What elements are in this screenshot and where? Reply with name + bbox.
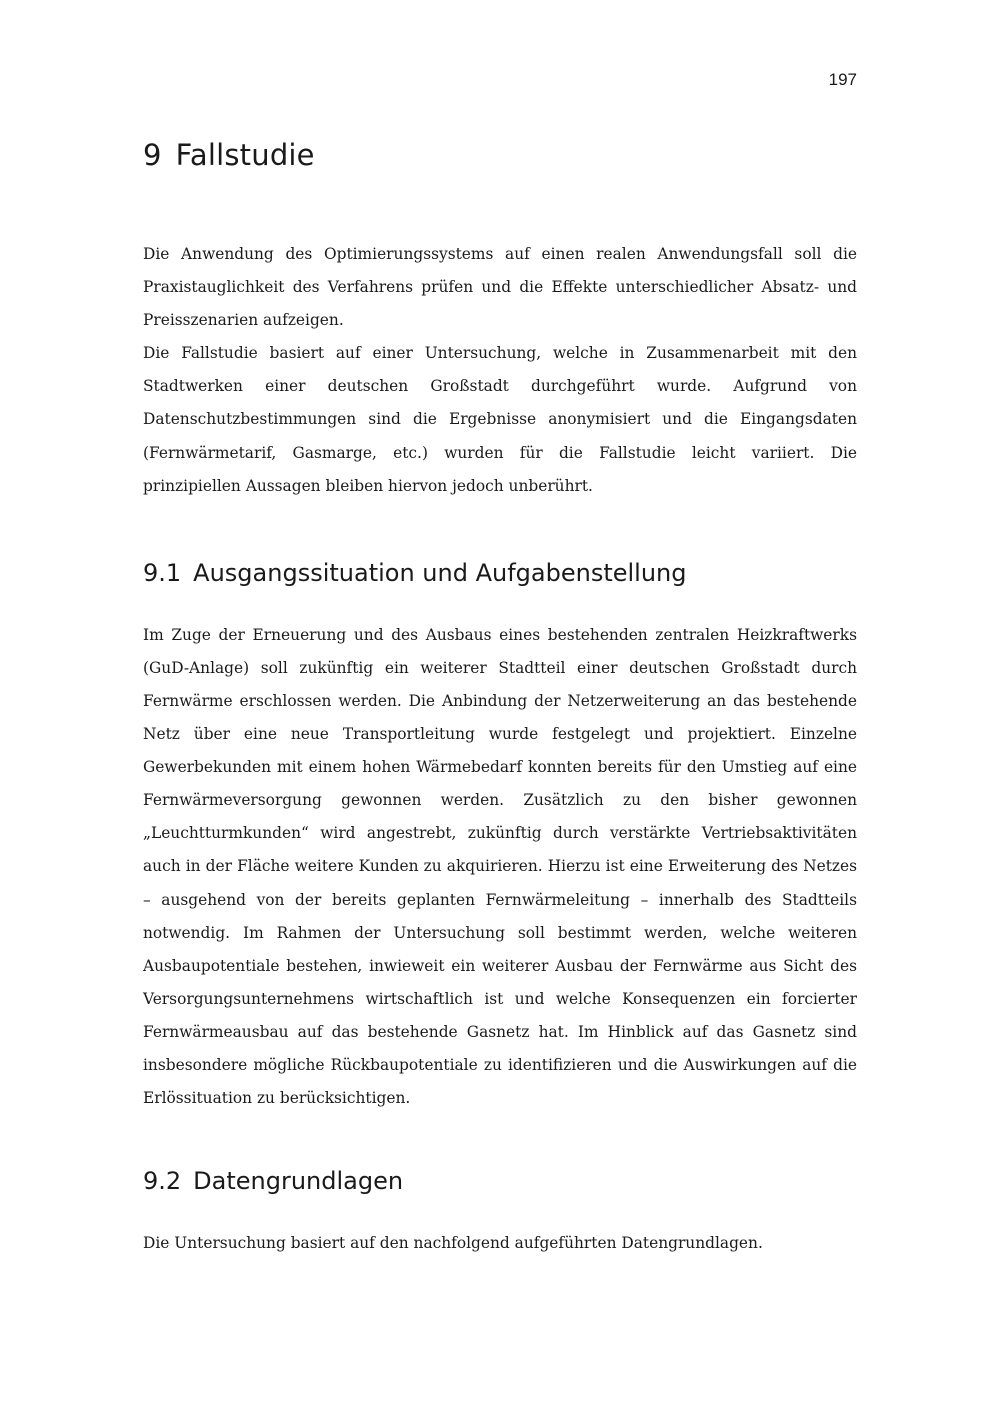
- intro-paragraph-1: Die Anwendung des Optimierungssystems auf einen realen Anwendungsfall soll die Praxistauglichkeit des Verfahrens prüfen und die Effekte unterschiedlicher Absatz- und Preisszenarien aufzeigen.: [143, 245, 857, 330]
- section-heading-9-2: [143, 1167, 857, 1195]
- page-number: 197: [828, 70, 857, 89]
- intro-paragraph-2: Die Fallstudie basiert auf einer Untersuchung, welche in Zusammenarbeit mit den Stadtwerken einer deutschen Großstadt durchgeführt wurde. Aufgrund von Datenschutzbestimmungen sind die Ergebnisse anonymisiert und die Eingangsdaten (Fernwärmetarif, Gasmarge, etc.) wurden für die Fallstudie leicht variiert. Die prinzipiellen Aussagen bleiben hiervon jedoch unberührt.: [143, 344, 857, 495]
- chapter-number: 9: [143, 138, 162, 172]
- section-9-1-paragraph: Im Zuge der Erneuerung und des Ausbaus eines bestehenden zentralen Heizkraftwerks (GuD-Anlage) soll zukünftig ein weiterer Stadtteil einer deutschen Großstadt durch Fernwärme erschlossen werden. Die Anbindung der Netzerweiterung an das bestehende Netz über eine neue Transportleitung wurde festgelegt und projektiert. Einzelne Gewerbekunden mit einem hohen Wärmebedarf konnten bereits für den Umstieg auf eine Fernwärmeversorgung gewonnen werden. Zusätzlich zu den bisher gewonnen „Leuchtturmkunden“ wird angestrebt, zukünftig durch verstärkte Vertriebsaktivitäten auch in der Fläche weitere Kunden zu akquirieren. Hierzu ist eine Erweiterung des Netzes – ausgehend von der bereits geplanten Fernwärmeleitung – innerhalb des Stadtteils notwendig. Im Rahmen der Untersuchung soll bestimmt werden, welche weiteren Ausbaupotentiale bestehen, inwieweit ein weiterer Ausbau der Fernwärme aus Sicht des Versorgungsunternehmens wirtschaftlich ist und welche Konsequenzen ein forcierter Fernwärmeausbau auf das bestehende Gasnetz hat. Im Hinblick auf das Gasnetz sind insbesondere mögliche Rückbaupotentiale zu identifizieren und die Auswirkungen auf die Erlössituation zu berücksichtigen.: [143, 625, 857, 1108]
- section-heading-9-1: [143, 559, 857, 587]
- section-number: 9.1: [143, 558, 182, 587]
- chapter-heading: [143, 138, 857, 172]
- section-number: 9.2: [143, 1167, 182, 1196]
- section-9-2-paragraph: Die Untersuchung basiert auf den nachfolgend aufgeführten Datengrundlagen.: [143, 1234, 763, 1253]
- page-content: [143, 138, 857, 1260]
- section-title: Ausgangssituation und Aufgabenstellung: [193, 558, 687, 587]
- section-title: Datengrundlagen: [193, 1167, 404, 1196]
- chapter-title: Fallstudie: [175, 138, 315, 172]
